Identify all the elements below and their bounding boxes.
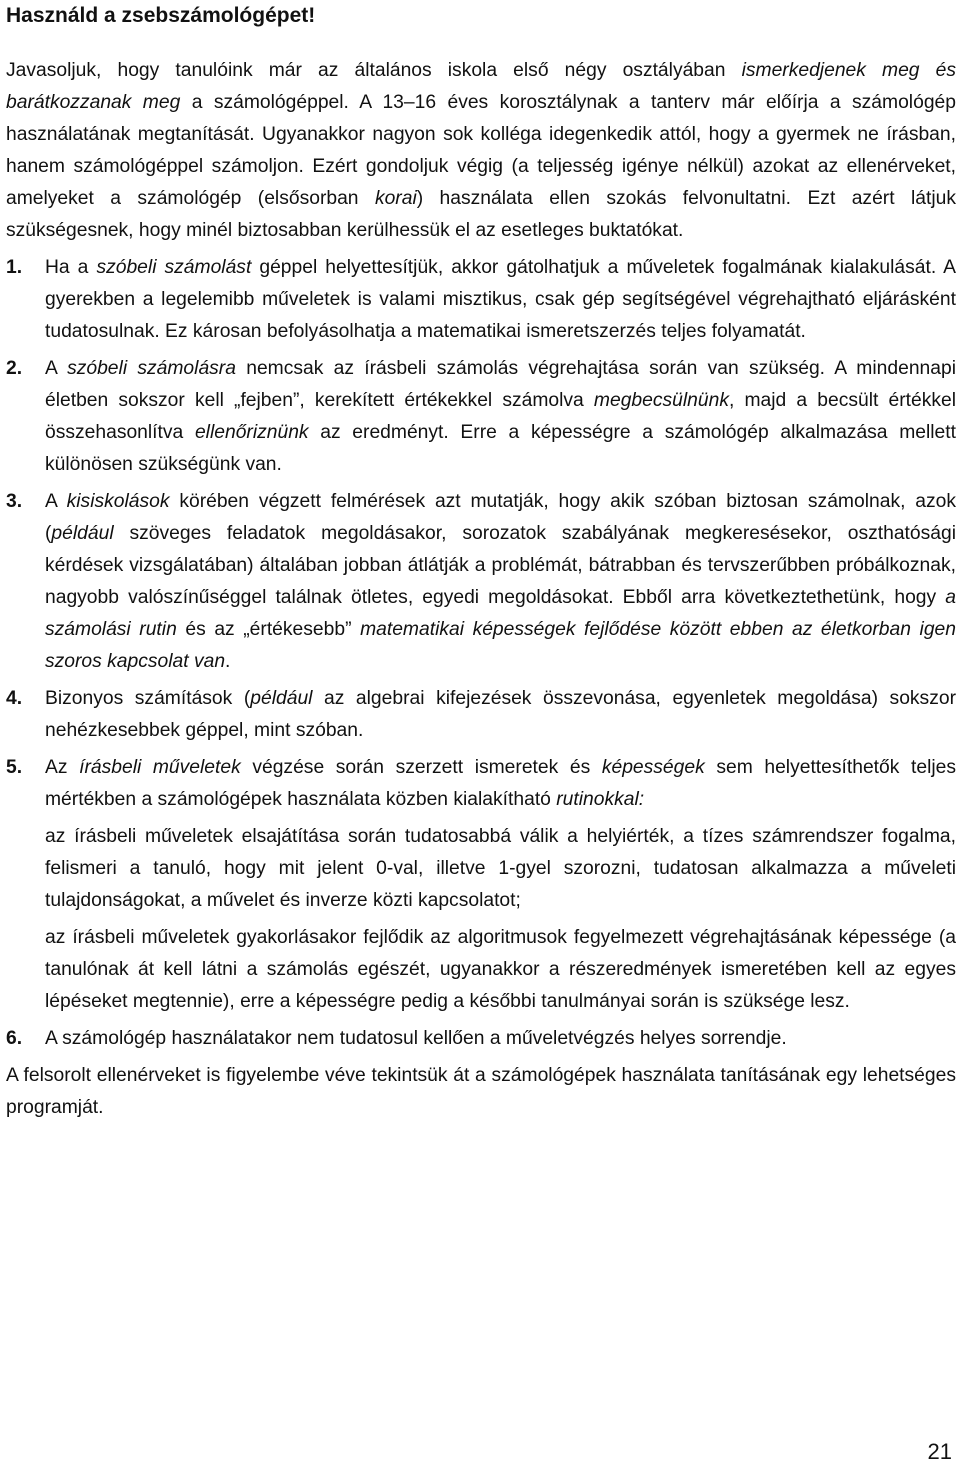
emphasis-text: korai xyxy=(374,188,417,209)
argument-list xyxy=(6,252,956,1055)
emphasis-text: szóbeli számolásra xyxy=(67,358,236,379)
emphasis-text: szóbeli számolást xyxy=(96,257,252,278)
emphasis-text: matematikai képességek fejlődése között ebben az életkorban igen szoros kapcsolat van xyxy=(45,619,956,672)
page-title: Használd a zsebszámológépet! xyxy=(6,4,316,27)
text-run: az írásbeli műveletek gyakorlásakor fejlődik az algoritmusok fegyelmezett végrehajtásának képessége (a tanulónak át kell látni a számolás egészét, ugyanakkor a részeredmények ismeretében kell az egyes lépéseket megtennie), erre a képességre pedig a későbbi tanulmányai során is szüksége lesz. xyxy=(45,927,956,1012)
text-run: A xyxy=(45,491,67,512)
intro-paragraph xyxy=(6,55,956,247)
text-run: szöveges feladatok megoldásakor, sorozatok szabályának megkeresésekor, oszthatósági kérdések vizsgálatában) általában jobban átlátják a problémát, bátrabban és tervszerűbben próbálkoznak, nagyobb valószínűséggel találnak ötletes, egyedi megoldásokat. Ebből arra következtethetünk, hogy xyxy=(45,523,956,608)
list-item-paragraph xyxy=(45,821,956,917)
emphasis-text: kisiskolások xyxy=(66,491,170,512)
text-run: végzése során szerzett ismeretek és xyxy=(240,757,602,778)
list-item xyxy=(6,486,956,678)
list-item xyxy=(6,252,956,348)
emphasis-text: ismerkedjenek meg és barátkozzanak meg xyxy=(6,60,956,113)
list-item-number: 3. xyxy=(6,491,23,512)
emphasis-text: ellenőriznünk xyxy=(194,422,309,443)
text-run: A xyxy=(45,358,68,379)
list-item-number: 2. xyxy=(6,358,23,379)
text-run: körében végzett felmérések azt mutatják, hogy akik szóban biztosan számolnak, azok ( xyxy=(45,491,956,544)
emphasis-text: a számolási rutin xyxy=(45,587,956,640)
list-item xyxy=(6,752,956,1018)
list-item-number: 5. xyxy=(6,757,23,778)
text-run: A számológép használatakor nem tudatosul kellően a műveletvégzés helyes sorrendje. xyxy=(45,1028,787,1049)
text-run: a számológéppel. A 13–16 éves korosztálynak a tanterv már előírja a számológép használatának megtanítását. Ugyanakkor nagyon sok kolléga idegenkedik attól, hogy a gyermek ne írásban, hanem számológéppel számoljon. Ezért gondoljuk végig (a teljesség igénye nélkül) azokat az ellenérveket, amelyeket a számológép (elsősorban xyxy=(6,92,956,209)
text-run: Bizonyos számítások ( xyxy=(45,688,251,709)
closing-paragraph: A felsorolt ellenérveket is figyelembe véve tekintsük át a számológépek használata tanításának egy lehetséges programját. xyxy=(6,1065,956,1118)
text-run: az írásbeli műveletek elsajátítása során tudatosabbá válik a helyiérték, a tízes számrendszer fogalma, felismeri a tanuló, hogy mit jelent 0-val, illetve 1-gyel szorozni, tudatosan alkalmazza a műveleti tulajdonságokat, a művelet és inverze közti kapcsolatot; xyxy=(45,826,956,911)
text-run: és az „értékesebb” xyxy=(176,619,361,640)
text-run: , majd a becsült értékkel összehasonlítva xyxy=(45,390,957,443)
list-item xyxy=(6,683,956,747)
list-item-paragraph xyxy=(45,752,956,816)
list-item-paragraph xyxy=(45,683,956,747)
text-run: sem helyettesíthetők teljes mértékben a számológépek használata közben kialakítható xyxy=(45,757,957,810)
list-item-number: 4. xyxy=(6,688,23,709)
list-item-number: 6. xyxy=(6,1028,23,1049)
text-run: ) használata ellen szokás felvonultatni. Ezt azért látjuk szükségesnek, hogy minél biztosabban kerülhessük el az esetleges buktatókat. xyxy=(6,188,956,241)
list-item-paragraph xyxy=(45,353,956,481)
list-item-paragraph xyxy=(45,486,956,678)
emphasis-text: írásbeli műveletek xyxy=(79,757,241,778)
list-item-number: 1. xyxy=(6,257,23,278)
text-run: az algebrai kifejezések összevonása, egyenletek megoldása) sokszor nehézkesebbek géppel, mint szóban. xyxy=(45,688,956,741)
text-run: Ha a xyxy=(45,257,97,278)
emphasis-text: rutinokkal: xyxy=(556,789,645,810)
emphasis-text: például xyxy=(250,688,313,709)
list-item xyxy=(6,1023,956,1055)
text-run: Javasoljuk, hogy tanulóink már az általános iskola első négy osztályában xyxy=(6,60,742,81)
emphasis-text: képességek xyxy=(601,757,705,778)
emphasis-text: például xyxy=(51,523,114,544)
text-run: . xyxy=(225,651,231,672)
emphasis-text: megbecsülnünk xyxy=(593,390,729,411)
list-item-paragraph xyxy=(45,1023,956,1055)
page-number: 21 xyxy=(927,1439,952,1464)
text-run: Az xyxy=(45,757,80,778)
text-run: géppel helyettesítjük, akkor gátolhatjuk a műveletek fogalmának kialakulását. A gyerekben a legelemibb műveletek is valami misztikus, csak gép segítségével végrehajtható eljárásként tudatosulnak. Ez károsan befolyásolhatja a matematikai ismeretszerzés teljes folyamatát. xyxy=(45,257,957,342)
text-run: nemcsak az írásbeli számolás végrehajtása során van szükség. A mindennapi életben sokszor kell „fejben”, kerekített értékekkel számolva xyxy=(45,358,956,411)
list-item-paragraph xyxy=(45,922,956,1018)
list-item xyxy=(6,353,956,481)
text-run: az eredményt. Erre a képességre a számológép alkalmazása mellett különösen szükségünk van. xyxy=(45,422,956,475)
document-page xyxy=(6,0,956,1124)
list-item-paragraph xyxy=(45,252,956,348)
